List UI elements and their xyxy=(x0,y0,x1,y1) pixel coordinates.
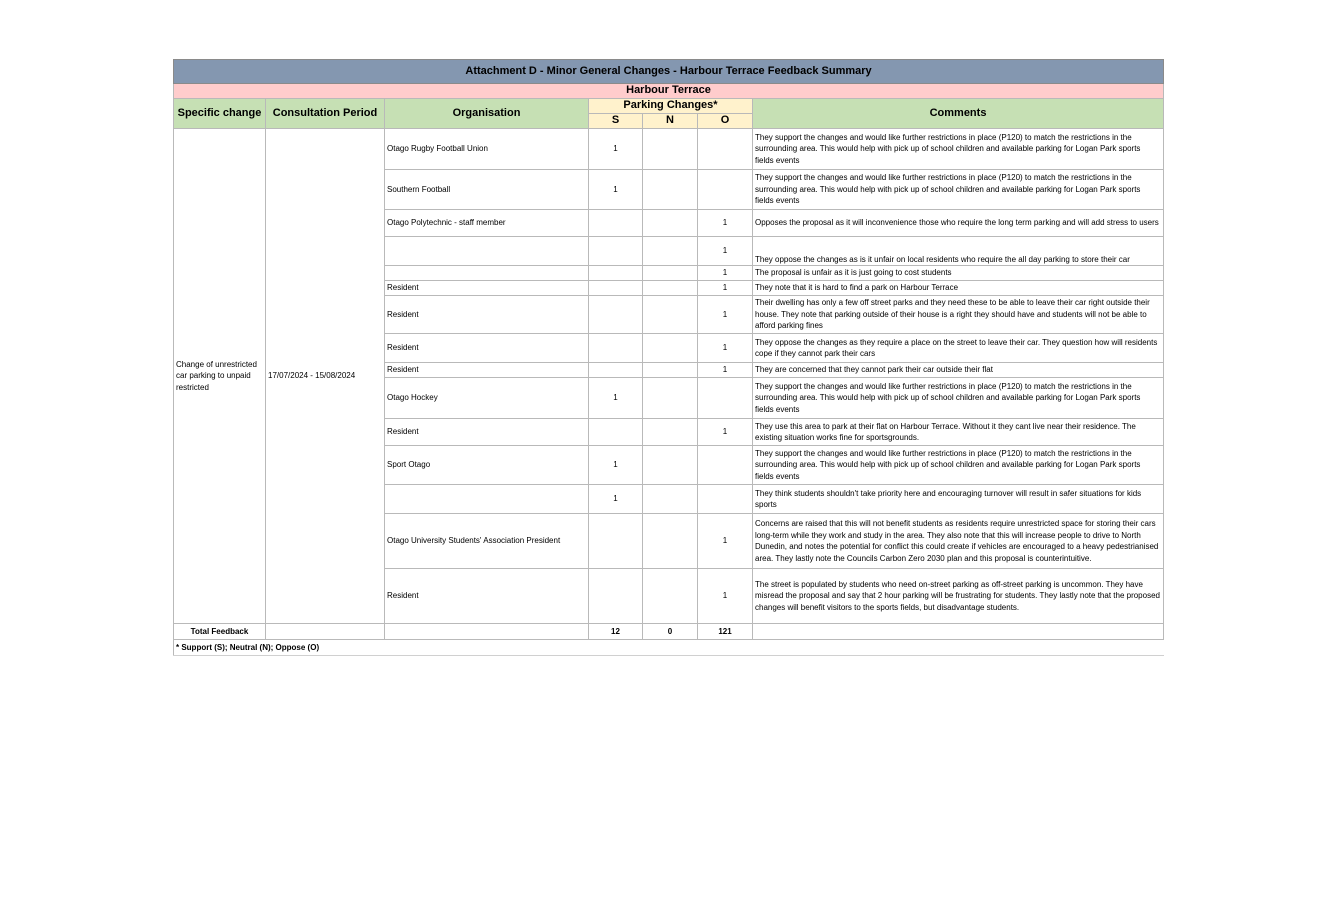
neutral-count-cell xyxy=(643,170,698,210)
support-count-cell xyxy=(589,296,643,334)
neutral-count-cell xyxy=(643,569,698,624)
neutral-count-cell xyxy=(643,485,698,514)
header-neutral: N xyxy=(643,114,698,129)
organisation-cell: Resident xyxy=(385,569,589,624)
oppose-count-cell xyxy=(698,378,753,419)
neutral-count-cell xyxy=(643,210,698,237)
header-support: S xyxy=(589,114,643,129)
consultation-period-cell: 17/07/2024 - 15/08/2024 xyxy=(266,129,385,624)
oppose-count-cell: 1 xyxy=(698,514,753,569)
oppose-count-cell xyxy=(698,485,753,514)
neutral-count-cell xyxy=(643,237,698,266)
support-count-cell: 1 xyxy=(589,129,643,170)
neutral-count-cell xyxy=(643,266,698,281)
support-count-cell xyxy=(589,210,643,237)
table-row xyxy=(174,129,1164,170)
comment-cell: They support the changes and would like further restrictions in place (P120) to match the restrictions in the surrounding area. This would help with pick up of school children and available parking for Logan Park sports fields events xyxy=(753,129,1164,170)
header-comments: Comments xyxy=(753,99,1164,129)
support-count-cell xyxy=(589,266,643,281)
organisation-cell: Otago Hockey xyxy=(385,378,589,419)
comment-cell: The street is populated by students who need on-street parking as off-street parking is uncommon. They have misread the proposal and say that 2 hour parking will be frustrating for students. They lastly note that the proposed changes will benefit visitors to the sports fields, but disadvantage students. xyxy=(753,569,1164,624)
comment-cell: They support the changes and would like further restrictions in place (P120) to match the restrictions in the surrounding area. This would help with pick up of school children and available parking for Logan Park sports fields events xyxy=(753,378,1164,419)
comment-cell: Concerns are raised that this will not benefit students as residents require unrestricted space for storing their cars long-term while they work and study in the area. They also note that this will increase people to drive to North Dunedin, and notes the potential for conflict this could create if vehicles are encouraged to a heavy pedestrianised area. They lastly note the Councils Carbon Zero 2030 plan and this proposal is counterintuitive. xyxy=(753,514,1164,569)
support-count-cell: 1 xyxy=(589,378,643,419)
sheet-title: Attachment D - Minor General Changes - Harbour Terrace Feedback Summary xyxy=(174,60,1164,84)
total-empty-comments xyxy=(753,624,1164,640)
oppose-count-cell: 1 xyxy=(698,281,753,296)
organisation-cell xyxy=(385,485,589,514)
comment-cell: They oppose the changes as is it unfair on local residents who require the all day parking to store their car xyxy=(753,237,1164,266)
total-neutral: 0 xyxy=(643,624,698,640)
legend-note: * Support (S); Neutral (N); Oppose (O) xyxy=(174,640,1164,656)
oppose-count-cell: 1 xyxy=(698,210,753,237)
neutral-count-cell xyxy=(643,334,698,363)
support-count-cell xyxy=(589,281,643,296)
support-count-cell xyxy=(589,363,643,378)
comment-cell: The proposal is unfair as it is just going to cost students xyxy=(753,266,1164,281)
specific-change-cell: Change of unrestricted car parking to unpaid restricted xyxy=(174,129,266,624)
comment-cell: They are concerned that they cannot park their car outside their flat xyxy=(753,363,1164,378)
support-count-cell xyxy=(589,334,643,363)
oppose-count-cell xyxy=(698,446,753,485)
neutral-count-cell xyxy=(643,363,698,378)
support-count-cell xyxy=(589,514,643,569)
support-count-cell: 1 xyxy=(589,485,643,514)
comment-cell: They use this area to park at their flat on Harbour Terrace. Without it they cant live near their residence. The existing situation works fine for sportsgrounds. xyxy=(753,419,1164,446)
organisation-cell: Resident xyxy=(385,363,589,378)
organisation-cell: Otago University Students' Association President xyxy=(385,514,589,569)
neutral-count-cell xyxy=(643,129,698,170)
neutral-count-cell xyxy=(643,419,698,446)
header-parking-changes: Parking Changes* xyxy=(589,99,753,114)
organisation-cell: Otago Rugby Football Union xyxy=(385,129,589,170)
organisation-cell xyxy=(385,237,589,266)
support-count-cell: 1 xyxy=(589,446,643,485)
organisation-cell: Otago Polytechnic - staff member xyxy=(385,210,589,237)
header-organisation: Organisation xyxy=(385,99,589,129)
header-consultation-period: Consultation Period xyxy=(266,99,385,129)
organisation-cell: Southern Football xyxy=(385,170,589,210)
organisation-cell: Resident xyxy=(385,334,589,363)
oppose-count-cell: 1 xyxy=(698,419,753,446)
support-count-cell xyxy=(589,419,643,446)
feedback-table xyxy=(173,59,1164,656)
oppose-count-cell xyxy=(698,129,753,170)
oppose-count-cell: 1 xyxy=(698,237,753,266)
support-count-cell xyxy=(589,569,643,624)
header-specific-change: Specific change xyxy=(174,99,266,129)
comment-cell: They think students shouldn't take priority here and encouraging turnover will result in safer situations for kids sports xyxy=(753,485,1164,514)
oppose-count-cell: 1 xyxy=(698,569,753,624)
feedback-summary-sheet xyxy=(173,59,1163,656)
oppose-count-cell: 1 xyxy=(698,334,753,363)
organisation-cell: Sport Otago xyxy=(385,446,589,485)
organisation-cell: Resident xyxy=(385,281,589,296)
sheet-subtitle: Harbour Terrace xyxy=(174,84,1164,99)
organisation-cell: Resident xyxy=(385,296,589,334)
neutral-count-cell xyxy=(643,514,698,569)
support-count-cell xyxy=(589,237,643,266)
comment-cell: They support the changes and would like further restrictions in place (P120) to match the restrictions in the surrounding area. This would help with pick up of school children and available parking for Logan Park sports fields events xyxy=(753,170,1164,210)
total-label: Total Feedback xyxy=(174,624,266,640)
oppose-count-cell: 1 xyxy=(698,266,753,281)
oppose-count-cell: 1 xyxy=(698,296,753,334)
total-empty-period xyxy=(266,624,385,640)
organisation-cell: Resident xyxy=(385,419,589,446)
comment-cell: They oppose the changes as they require a place on the street to leave their car. They question how will residents cope if they cannot park their cars xyxy=(753,334,1164,363)
neutral-count-cell xyxy=(643,296,698,334)
comment-cell: Their dwelling has only a few off street parks and they need these to be able to leave their car right outside their house. They note that parking outside of their house is a right they should have and students will not be able to afford parking fines xyxy=(753,296,1164,334)
comment-cell: They note that it is hard to find a park on Harbour Terrace xyxy=(753,281,1164,296)
total-oppose: 121 xyxy=(698,624,753,640)
neutral-count-cell xyxy=(643,281,698,296)
comment-cell: Opposes the proposal as it will inconvenience those who require the long term parking and will add stress to users xyxy=(753,210,1164,237)
oppose-count-cell: 1 xyxy=(698,363,753,378)
neutral-count-cell xyxy=(643,378,698,419)
total-row xyxy=(174,624,1164,640)
comment-cell: They support the changes and would like further restrictions in place (P120) to match the restrictions in the surrounding area. This would help with pick up of school children and available parking for Logan Park sports fields events xyxy=(753,446,1164,485)
oppose-count-cell xyxy=(698,170,753,210)
organisation-cell xyxy=(385,266,589,281)
header-oppose: O xyxy=(698,114,753,129)
neutral-count-cell xyxy=(643,446,698,485)
support-count-cell: 1 xyxy=(589,170,643,210)
total-support: 12 xyxy=(589,624,643,640)
total-empty-organisation xyxy=(385,624,589,640)
